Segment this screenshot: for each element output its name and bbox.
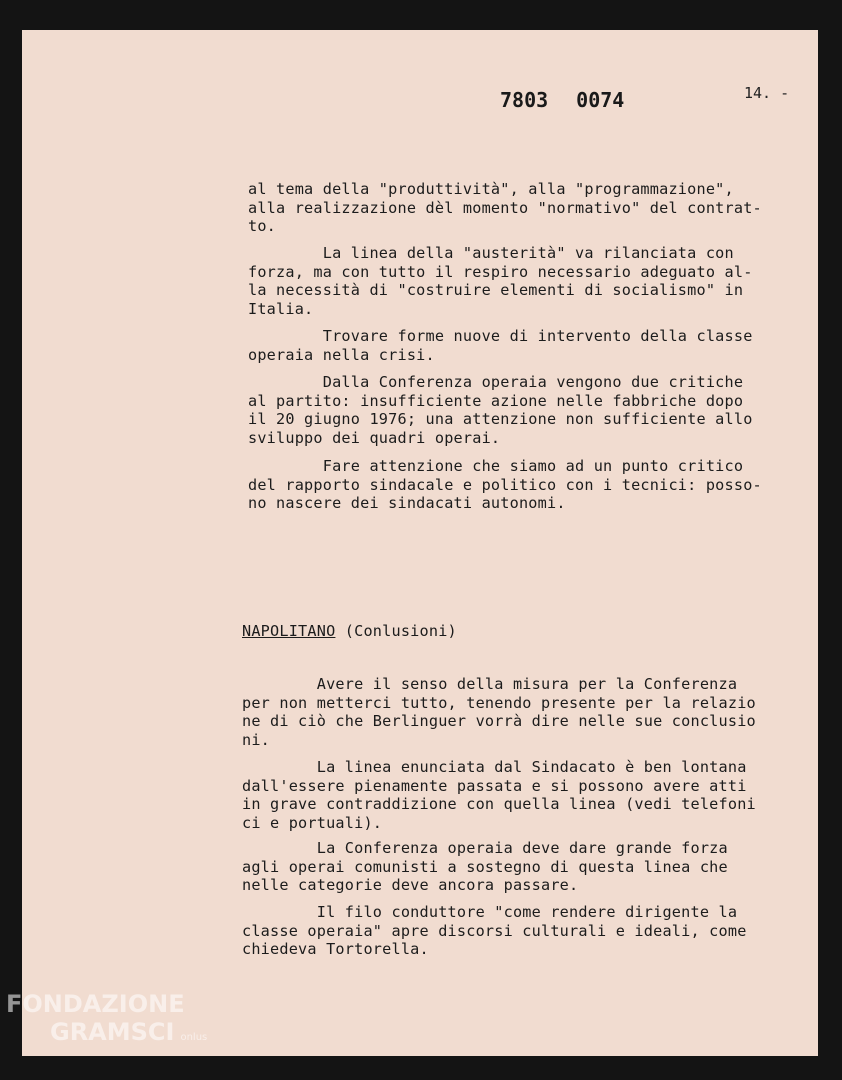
paragraph: Fare attenzione che siamo ad un punto critico del rapporto sindacale e politico con i tecnici: posso- no nascere dei sindacati autonomi. <box>248 457 762 513</box>
document-number-part-a: 7803 <box>500 88 549 112</box>
paragraph: La linea della "austerità" va rilanciata con forza, ma con tutto il respiro necessario adeguato al- la necessità di "costruire elementi di socialismo" in Italia. <box>248 244 753 318</box>
paragraph: La linea enunciata dal Sindacato è ben lontana dall'essere pienamente passata e si possono avere atti in grave contraddizione con quella linea (vedi telefoni ci e portuali). <box>242 758 756 832</box>
paragraph: Trovare forme nuove di intervento della classe operaia nella crisi. <box>248 327 753 364</box>
page-number: 14. - <box>744 84 790 102</box>
paragraph: al tema della "produttività", alla "programmazione", alla realizzazione dèl momento "normativo" del contrat- to. <box>248 180 762 236</box>
watermark-small: onlus <box>180 1032 208 1043</box>
section-heading <box>242 622 457 640</box>
section-note: (Conlusioni) <box>344 622 457 640</box>
watermark-line1: FONDAZIONE <box>6 990 185 1018</box>
document-number <box>500 88 652 112</box>
paragraph: Avere il senso della misura per la Conferenza per non metterci tutto, tenendo presente per la relazio ne di ciò che Berlinguer vorrà dire nelle sue conclusio ni. <box>242 675 756 749</box>
fondazione-gramsci-watermark <box>6 990 207 1052</box>
paragraph: La Conferenza operaia deve dare grande forza agli operai comunisti a sostegno di questa linea che nelle categorie deve ancora passare. <box>242 839 728 895</box>
paragraph: Dalla Conferenza operaia vengono due critiche al partito: insufficiente azione nelle fabbriche dopo il 20 giugno 1976; una attenzione non sufficiente allo sviluppo dei quadri operai. <box>248 373 753 447</box>
paragraph: Il filo conduttore "come rendere dirigente la classe operaia" apre discorsi culturali e ideali, come chiedeva Tortorella. <box>242 903 747 959</box>
watermark-line2: GRAMSCI <box>50 1018 175 1046</box>
speaker-name: NAPOLITANO <box>242 622 336 640</box>
document-number-part-b: 0074 <box>576 88 625 112</box>
